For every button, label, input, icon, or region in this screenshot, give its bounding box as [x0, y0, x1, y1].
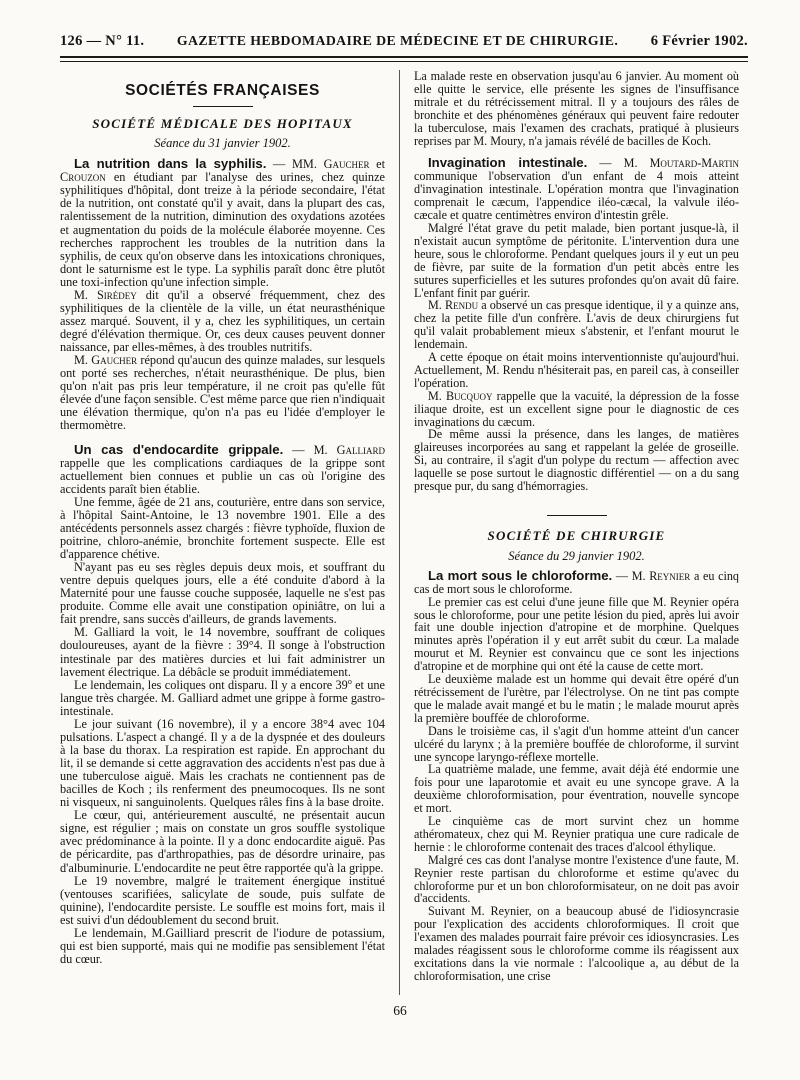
society-title: SOCIÉTÉ MÉDICALE DES HOPITAUX	[92, 116, 353, 132]
header-thick-rule	[60, 56, 748, 58]
text-run: La quatrième malade, une femme, avait déjà été endormie une fois pour une laparotomie et avait eu une syncope grave. A la deuxième chloroformisation, pour éventration, nouvelle syncope et mort.	[414, 762, 739, 816]
text-run: Le 19 novembre, malgré le traitement énergique institué (ventouses scarifiées, salicylate de soude, puis sulfate de quinine), l'endocardite persiste. Le souffle est moins fort, mais il est suivi d'un dédoublement du second bruit.	[60, 873, 385, 927]
paragraph	[60, 676, 385, 718]
person-name: Reynier	[649, 568, 691, 583]
section-title: SOCIÉTÉS FRANÇAISES	[125, 82, 320, 99]
article-heading: Un cas d'endocardite grippale.	[74, 441, 284, 457]
article-chloroforme	[414, 567, 739, 983]
paragraph	[60, 157, 385, 289]
left-column	[60, 70, 385, 1000]
running-head	[60, 33, 748, 50]
article-heading: La nutrition dans la syphilis.	[74, 156, 267, 172]
text-run: M. Galliard la voit, le 14 novembre, souffrant de coliques douloureuses, ayant de la fièvre : 39°4. Il songe à l'obstruction intestinale par des matières durcies et lui fait administrer un lavement électrique. La débâcle se produit immédiatement.	[60, 625, 385, 679]
text-run: et	[369, 157, 385, 172]
page-and-issue-number: 126 — N° 11.	[60, 33, 145, 49]
article-invagination	[414, 157, 739, 493]
text-run: dit qu'il a observé fréquemment, chez des syphilitiques de la clientèle de la ville, un état neurasthénique assez marqué. Souvent, il y a, chez les syphilitiques, un certain degré d'élévation thermique. Or, ces deux causes peuvent donner naissance, par elles-mêmes, à des troubles nutritifs.	[60, 287, 385, 355]
text-run: Le cinquième cas de mort survint chez un homme athéromateux, chez qui M. Reynier pratiqua une cure radicale de hernie : le chloroforme contenait des traces d'alcool éthylique.	[414, 814, 739, 854]
column-divider	[399, 70, 400, 995]
paragraph	[414, 351, 739, 390]
text-run: Le cœur, qui, antérieurement ausculté, ne présentait aucun signe, est régulier ; mais on constate un gros souffle systolique avec prédominance à la pointe. Il y a donc endocardite aiguë. Pas de péricardite, pas d'arthropathies, pas de désordre urinaire, pas d'albuminurie. L'endocardite ne peut être rapportée qu'à la grippe.	[60, 808, 385, 875]
session-date: Séance du 31 janvier 1902.	[154, 136, 291, 151]
text-run: Le lendemain, M.Gailliard prescrit de l'iodure de potassium, qui est bien supporté, mais qui ne modifie pas sensiblement l'état du cœur.	[60, 925, 385, 966]
person-name: Bucquoy	[445, 388, 493, 403]
text-run: a eu cinq cas de mort sous le chloroforme.	[414, 568, 739, 596]
text-run: — M.	[283, 442, 337, 457]
text-run: — M.	[587, 156, 650, 171]
issue-date: 6 Février 1902.	[650, 33, 748, 49]
text-run: communique l'observation d'un enfant de 4 mois atteint d'invagination intestinale. L'opération montra que l'invagination comprenait le cæcum, l'appendice iléo-cæcal, la valvule iléo-cæcale et quatre centimètres environ d'intestin grêle.	[414, 169, 739, 223]
paragraph	[414, 428, 739, 493]
article-endocardite	[60, 443, 385, 967]
article-continuation	[414, 70, 739, 147]
text-run: Une femme, âgée de 21 ans, couturière, entre dans son service, à l'hôpital Saint-Antoine, le 13 novembre 1901. Elle a des antécédents personnels assez chargés : fièvre typhoïde, fluxion de poitrine, chloro-anémie, bronchite fortement suspecte. Elle est d'apparence chétive.	[60, 494, 385, 561]
text-run: — M.	[612, 568, 650, 583]
paragraph	[60, 289, 385, 354]
paragraph	[414, 815, 739, 854]
paragraph	[60, 927, 385, 966]
paragraph	[60, 443, 385, 496]
text-run: Malgré ces cas dont l'analyse montre l'existence d'une faute, M. Reynier reste partisan du chloroforme et estime qu'avec du chloroforme pur et un bon chloroformisateur, on ne doit pas avoir d'accidents.	[414, 852, 739, 906]
paragraph	[414, 673, 739, 725]
text-run: Malgré l'état grave du petit malade, bien portant jusque-là, il n'existait aucun symptôme de péritonite. L'intervention dura une heure, sous le chloroforme. Pendant quelques jours il y eut un peu de fièvre, par suite de la formation d'un petit abcès entre les sutures superficielles et les sutures profondes qu'on avait dû faire. L'enfant finit par guérir.	[414, 220, 739, 300]
person-name: Galliard	[336, 442, 385, 457]
paragraph	[60, 626, 385, 678]
paragraph	[60, 354, 385, 432]
paragraph	[414, 905, 739, 982]
text-run: Le jour suivant (16 novembre), il y a encore 38°4 avec 104 pulsations. L'aspect a changé. Il y a de la dyspnée et des douleurs à la base du thorax. La respiration est rapide. En approchant du lit, il se demande si cette aggravation des accidents n'est pas due à une tuberculose aiguë. Mais les crachats ne contiennent pas de bacilles de Koch ; ils renferment des pneumocoques. Ils ne sont ni visqueux, ni sanguinolents. Quelques râles fins à la base droite.	[60, 716, 385, 810]
text-run: N'ayant pas eu ses règles depuis deux mois, et souffrant du ventre depuis quelques jours, elle a été conduite d'abord à la Maternité pour une fausse couche supposée, laquelle ne s'est pas produite. Comme elle avait une constipation opiniâtre, on lui a fait prendre, sans succès d'ailleurs, de grands lavements.	[60, 560, 385, 627]
text-run: Suivant M. Reynier, on a beaucoup abusé de l'idiosyncrasie pour l'explication des accidents chloroformiques. Il croit que l'examen des malades pourrait faire prévoir ces idiosyncrasies. Les malades réagissent sous le chloroforme comme ils réagissent aux excitations dans la vie normale : l'alcoolique a, au début de la chloroformisation, une crise	[414, 904, 739, 983]
paragraph	[414, 299, 739, 351]
section-rule	[547, 515, 607, 516]
text-run: en étudiant par l'analyse des urines, chez quinze syphilitiques d'hôpital, dont treize à la période secondaire, l'état de la nutrition, ont constaté qu'il y avait, dans la plupart des cas, ralentissement de la nutrition, diminution des oxydations azotées et augmentation du poids de la molécule élaborée moyenne. Ces recherches rapprochent les troubles de la nutrition dans la syphilis, de ceux qu'on observe dans les intoxications chroniques, dont le saturnisme est le type. La syphilis paraît donc être plutôt une toxi-infection qu'une infection simple.	[60, 170, 385, 289]
paragraph	[60, 718, 385, 809]
degree-superscript: o	[347, 676, 352, 686]
article-heading: Invagination intestinale.	[428, 155, 588, 171]
text-run: Le lendemain, les coliques ont disparu. Il y a encore 39	[74, 677, 348, 692]
text-run: Le premier cas est celui d'une jeune fille que M. Reynier opéra sous le chloroforme, pour une petite lésion du pied, après lui avoir fait une double injection d'atropine et de morphine. Quelques minutes après l'opération il y eut arrêt subit du cœur. La malade mourut et M. Reynier est convaincu que ce sont les injections d'atropine et de morphine qui ont été la cause de cette mort.	[414, 594, 739, 674]
person-name: Moutard-Martin	[649, 156, 739, 171]
paragraph	[414, 763, 739, 815]
text-run: M.	[74, 287, 97, 302]
section-rule	[193, 106, 253, 107]
paragraph	[60, 561, 385, 626]
text-run: M.	[428, 298, 445, 313]
journal-title: GAZETTE HEBDOMADAIRE DE MÉDECINE ET DE CHIRURGIE.	[176, 33, 619, 48]
article-syphilis	[60, 157, 385, 432]
paragraph	[414, 854, 739, 906]
text-run: rappelle que les complications cardiaques de la grippe sont actuellement bien connues et publie un cas où l'origine des accidents paraît bien établie.	[60, 455, 385, 496]
paragraph	[414, 725, 739, 764]
text-run: A cette époque on était moins interventionniste qu'aujourd'hui. Actuellement, M. Rendu n'hésiterait pas, en pareil cas, à conseiller l'opération.	[414, 350, 739, 390]
header-thin-rule	[60, 61, 748, 62]
text-run: M.	[428, 388, 446, 403]
paragraph	[60, 809, 385, 874]
text-run: M.	[74, 353, 92, 368]
paragraph	[414, 157, 739, 222]
text-run: rappelle que la vacuité, la dépression de la fosse iliaque droite, est un excellent signe pour le diagnostic de ces invaginations du cæcum.	[414, 388, 739, 429]
text-run: et une langue très chargée. M. Galliard admet une grippe à forme gastro-intestinale.	[60, 677, 385, 718]
paragraph	[414, 222, 739, 299]
right-column	[414, 70, 739, 1000]
person-name: Gaucher	[323, 157, 370, 172]
text-run: — MM.	[266, 157, 324, 172]
person-name: Rendu	[444, 298, 479, 313]
person-name: Gaucher	[91, 353, 138, 368]
text-run: Le deuxième malade est un homme qui devait être opéré d'un rétrécissement de l'urètre, par l'électrolyse. On ne tint pas compte que le malade avait mangé et bu le matin ; le malade mourut après la première bouffée de chloroforme.	[414, 672, 739, 725]
paragraph	[414, 390, 739, 429]
article-heading: La mort sous le chloroforme.	[428, 567, 613, 583]
paragraph	[414, 567, 739, 596]
text-run: Dans le troisième cas, il s'agit d'un homme atteint d'un cancer ulcéré du larynx ; à la première bouffée de chloroforme, il survint une syncope laryngo-réflexe mortelle.	[414, 723, 739, 764]
session-date: Séance du 29 janvier 1902.	[508, 548, 645, 563]
paragraph	[414, 70, 739, 147]
text-run: La malade reste en observation jusqu'au 6 janvier. Au moment où elle quitte le service, elle présente les signes de l'insuffisance mitrale et du rétrécissement mitral. Il y a toujours des râles de bronchite et des phénomènes généraux qui peuvent faire redouter la tuberculose, mais l'examen des crachats, pratiqué à plusieurs reprises par M. Moury, n'a jamais révélé de bacilles de Koch.	[414, 70, 739, 148]
text-run: De même aussi la présence, dans les langes, de matières glaireuses incorporées au sang et rappelant la gelée de groseille. Si, au contraire, il s'agit d'un polype du rectum — affection avec laquelle se pose surtout le diagnostic différentiel — on a du sang presque pur, du sang d'hémorragies.	[414, 427, 739, 494]
paragraph	[60, 496, 385, 561]
text-run: a observé un cas presque identique, il y a quinze ans, chez la petite fille d'un confrère. L'avis de deux chirurgiens fut qu'il valait probablement mieux s'abstenir, et l'enfant mourut le lendemain.	[414, 298, 739, 352]
paragraph	[414, 596, 739, 673]
person-name: Crouzon	[60, 170, 106, 185]
paragraph	[60, 875, 385, 927]
text-run: répond qu'aucun des quinze malades, sur lesquels ont porté ses recherches, n'était neurasthénique. De plus, bien qu'on n'ait pas pris leur température, il ne croit pas qu'elle fût élevée d'une façon sensible. C'est même parce que rien n'indiquait une élévation thermique, qu'on n'a pas eu l'idée d'employer le thermomètre.	[60, 353, 385, 433]
page-number: 66	[393, 1003, 407, 1018]
person-name: Sirédey	[96, 287, 137, 302]
society-title: SOCIÉTÉ DE CHIRURGIE	[487, 528, 666, 543]
